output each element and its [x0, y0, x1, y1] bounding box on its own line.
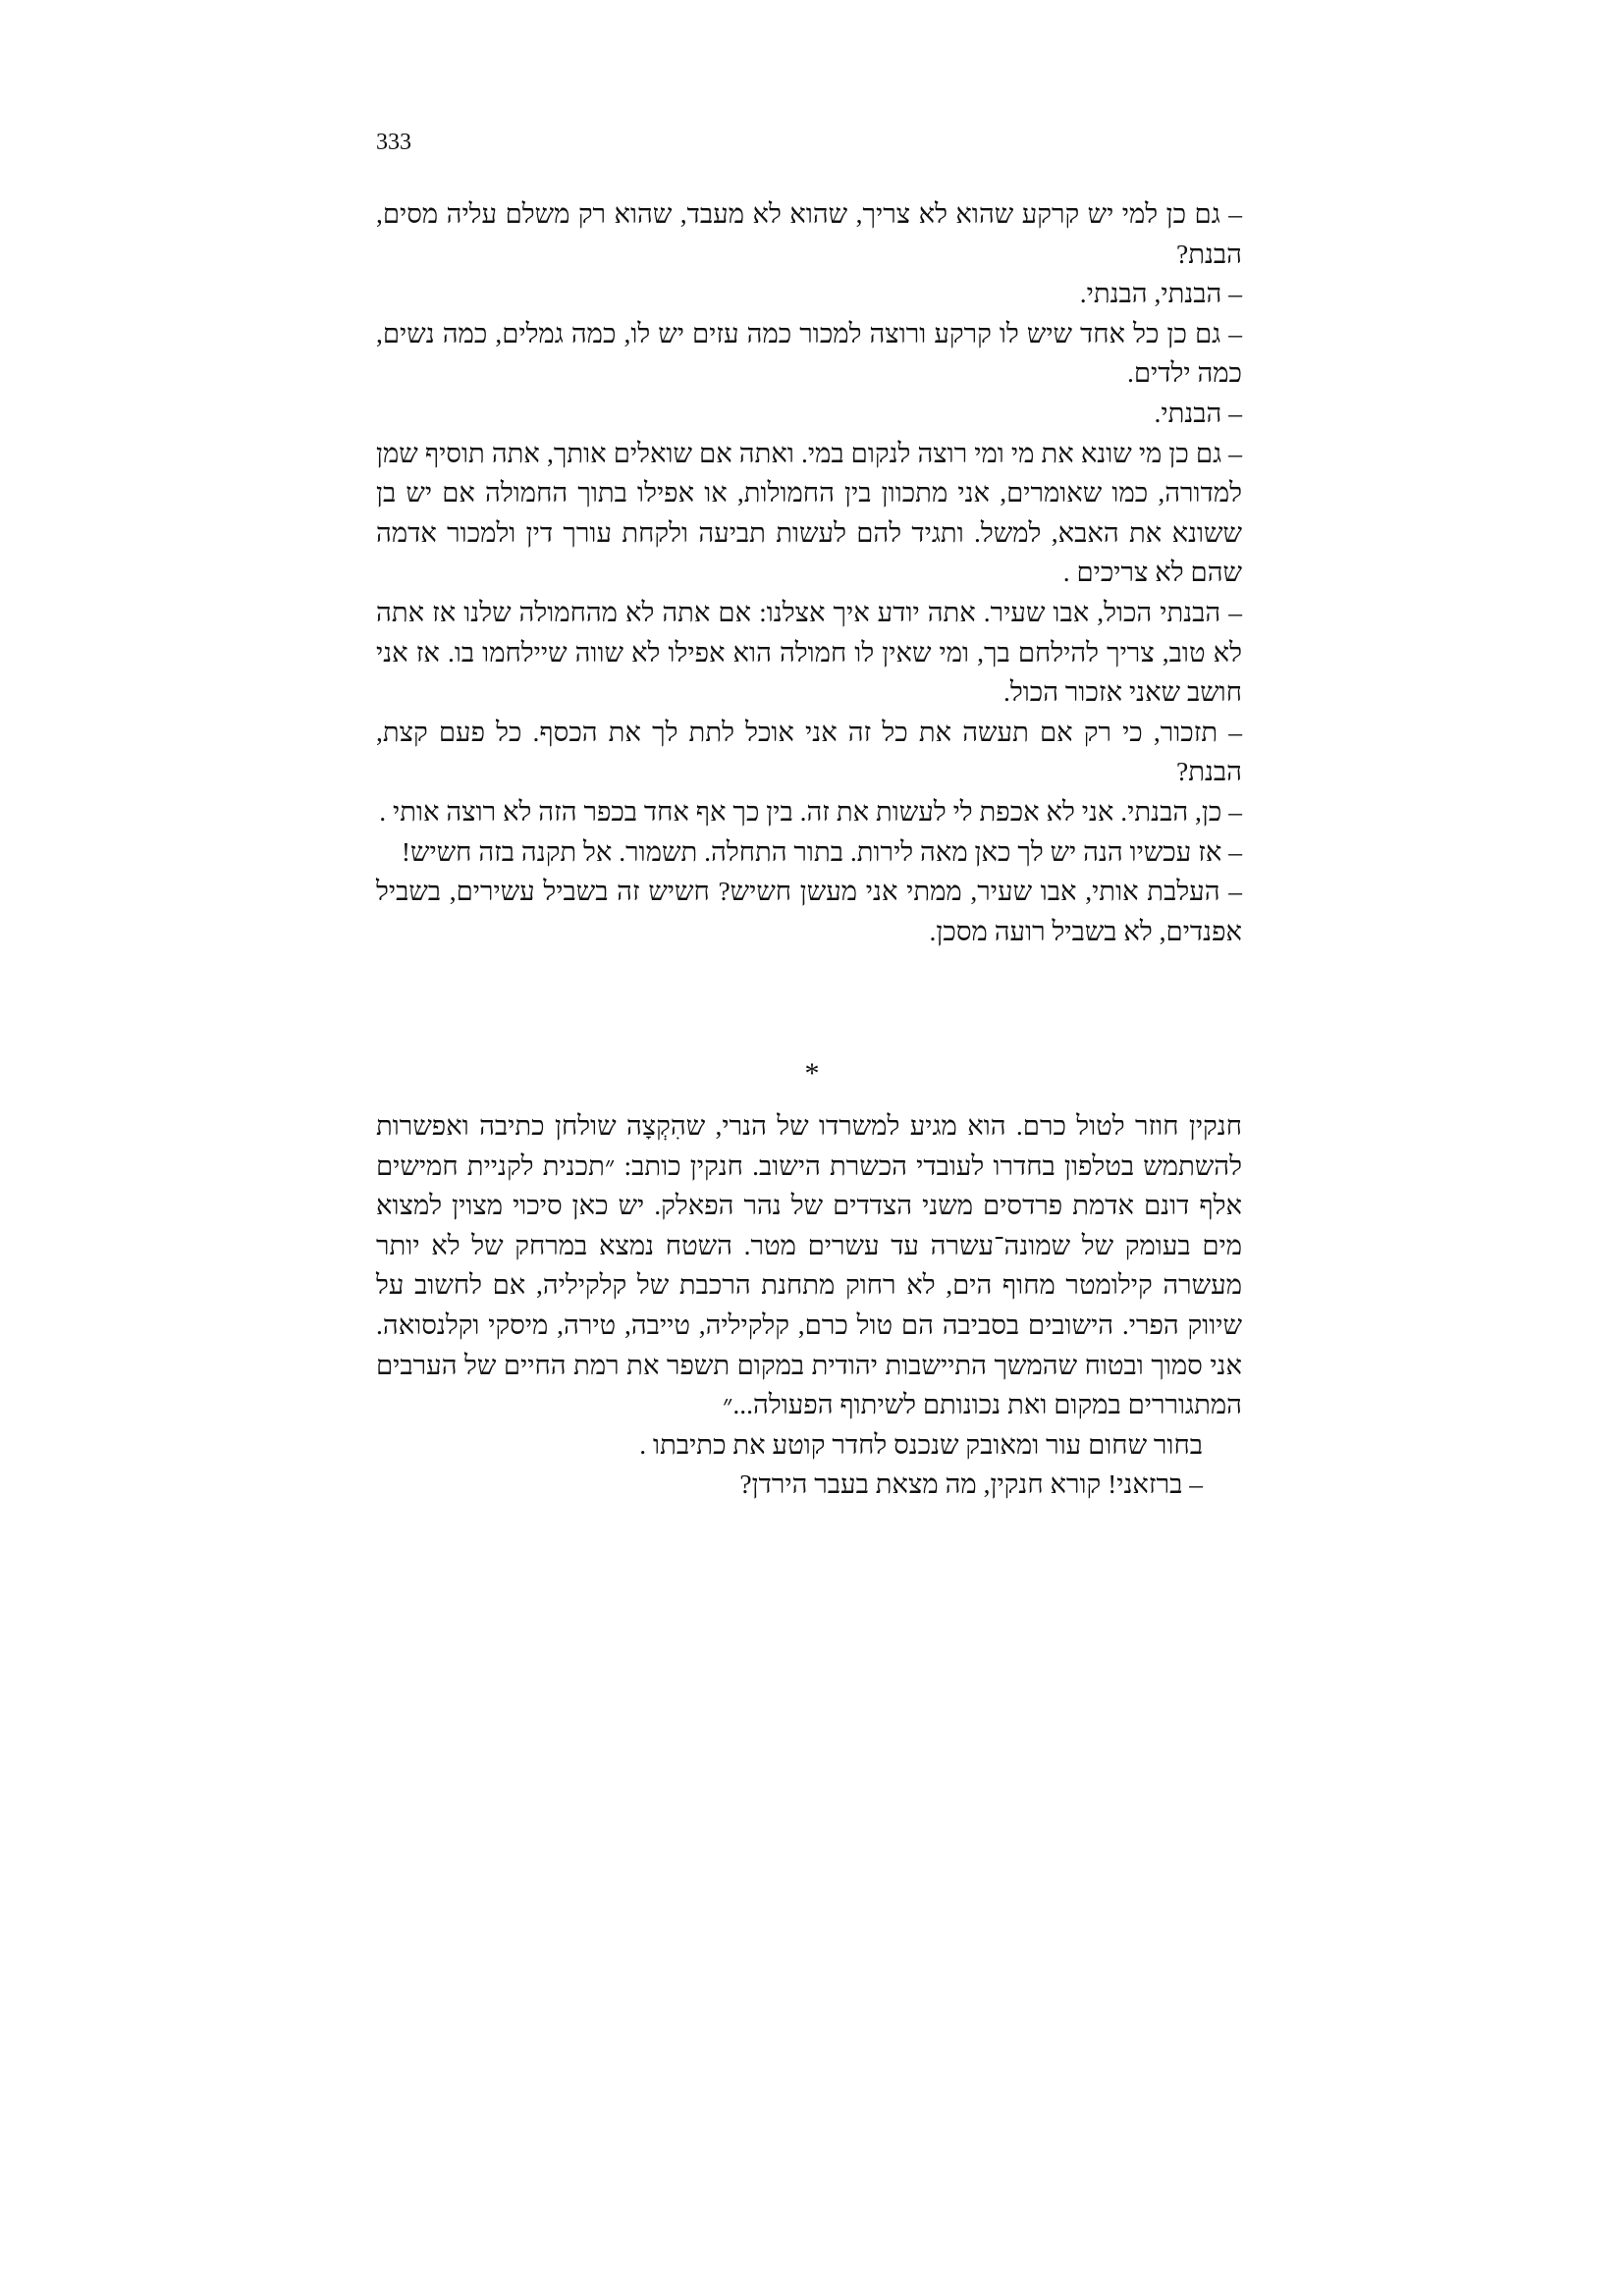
narrative-interruption: בחור שחום עור ומאובק שנכנס לחדר קוטע את כתיבתו .: [639, 1428, 1203, 1460]
dialogue-line: – הבנתי הכול, אבו שעיר. אתה יודע איך אצלנו: אם אתה לא מהחמולה שלנו אז אתה לא טוב, צריך להילחם בך, ומי שאין לו חמולה הוא אפילו לא שווה שיילחמו בו. אז אני חושב שאני אזכור הכול.: [376, 596, 1242, 708]
dialogue-line: – אז עכשיו הנה יש לך כאן מאה לירות. בתור התחלה. תשמור. אל תקנה בזה חשיש!: [401, 835, 1242, 867]
dialogue-line: – כן, הבנתי. אני לא אכפת לי לעשות את זה. בין כך אף אחד בכפר הזה לא רוצה אותי .: [379, 795, 1242, 827]
section-separator: *: [804, 1057, 820, 1090]
dialogue-section: [376, 194, 1242, 951]
dialogue-line: – הבנתי, הבנתי.: [1079, 278, 1242, 309]
page-number: 333: [376, 130, 411, 155]
dialogue-line: – גם כן למי יש קרקע שהוא לא צריך, שהוא לא מעבד, שהוא רק משלם עליה מסים, הבנת?: [376, 198, 1242, 269]
dialogue-line: – גם כן מי שונא את מי ומי רוצה לנקום במי. ואתה אם שואלים אותך, אתה תוסיף שמן למדורה, כמו שאומרים, אני מתכוון בין החמולות, או אפילו בתוך החמולה אם יש בן ששונא את האבא, למשל. ותגיד להם לעשות תביעה ולקחת עורך דין ולמכור אדמה שהם לא צריכים .: [376, 437, 1242, 588]
dialogue-line: – גם כן כל אחד שיש לו קרקע ורוצה למכור כמה עזים יש לו, כמה גמלים, כמה נשים, כמה ילדים.: [376, 317, 1242, 389]
narrative-section: [376, 1106, 1242, 1505]
dialogue-line: – תזכור, כי רק אם תעשה את כל זה אני אוכל לתת לך את הכסף. כל פעם קצת, הבנת?: [376, 716, 1242, 787]
dialogue-line: – הבנתי.: [1154, 397, 1242, 428]
narrative-question: – ברזאני! קורא חנקין, מה מצאת בעבר הירדן?: [739, 1468, 1203, 1500]
narrative-paragraph: חנקין חוזר לטול כרם. הוא מגיע למשרדו של הנרי, שהִקְצָה שולחן כתיבה ואפשרות להשתמש בטלפון בחדרו לעובדי הכשרת הישוב. חנקין כותב: ״תכנית לקניית חמישים אלף דונם אדמת פרדסים משני הצדדים של נהר הפאלק. יש כאן סיכוי מצוין למצוא מים בעומק של שמונה־עשרה עד עשרים מטר. השטח נמצא במרחק של לא יותר מעשרה קילומטר מחוף הים, לא רחוק מתחנת הרכבת של קלקיליה, אם לחשוב על שיווק הפרי. הישובים בסביבה הם טול כרם, קלקיליה, טייבה, טירה, מיסקי וקלנסואה. אני סמוך ובטוח שהמשך התיישבות יהודית במקום תשפר את רמת החיים של הערבים המתגוררים במקום ואת נכונותם לשיתוף הפעולה...״: [376, 1110, 1242, 1420]
dialogue-line: – העלבת אותי, אבו שעיר, ממתי אני מעשן חשיש? חשיש זה בשביל עשירים, בשביל אפנדים, לא בשביל רועה מסכן.: [376, 876, 1242, 946]
